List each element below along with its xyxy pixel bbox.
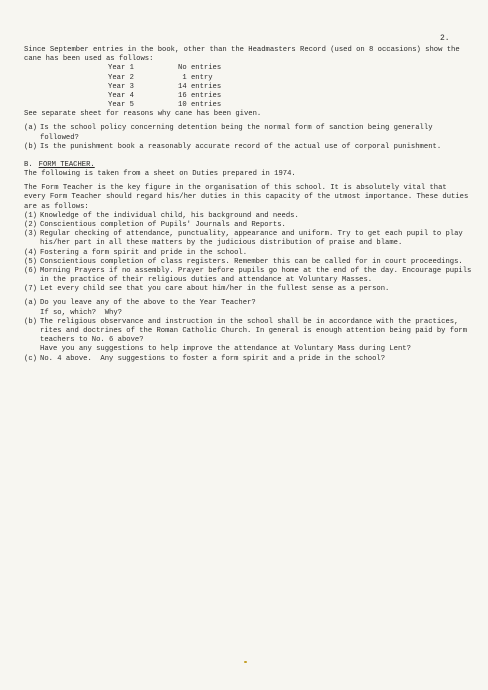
intro-paragraph: Since September entries in the book, other than the Headmasters Record (used on 8 occasions) show the cane has been used as follows: bbox=[24, 46, 464, 64]
duty-number: (4) bbox=[24, 248, 37, 257]
question-number: (a) bbox=[24, 124, 37, 133]
duty-text: Fostering a form spirit and pride in the school. bbox=[40, 248, 248, 257]
question-item bbox=[24, 318, 472, 355]
year-entries: 14 entries bbox=[178, 82, 222, 91]
question-item bbox=[24, 143, 472, 152]
section-label: B. bbox=[24, 161, 33, 170]
year-label: Year 4 bbox=[108, 92, 134, 101]
form-teacher-paragraph: The Form Teacher is the key figure in the organisation of this school. It is absolutely vital that every Form Teacher should regard his/her duties in this capacity of the utmost importance. These duties are as follows: bbox=[24, 184, 473, 211]
question-item bbox=[24, 355, 472, 364]
duty-item bbox=[24, 267, 476, 285]
section-title: FORM TEACHER. bbox=[38, 161, 95, 170]
duty-number: (3) bbox=[24, 230, 37, 239]
question-number: (c) bbox=[24, 354, 37, 363]
duty-text: Conscientious completion of class registers. Remember this can be called for in court proceedings. bbox=[40, 257, 463, 266]
duty-item bbox=[24, 221, 472, 230]
duty-text: Morning Prayers if no assembly. Prayer before pupils go home at the end of the day. Encourage pupils in the practice of their religious duties and attendance at Voluntary Masses. bbox=[40, 267, 476, 285]
paper-mark bbox=[244, 661, 247, 663]
cane-usage-table bbox=[108, 64, 472, 110]
question-text: Is the school policy concerning detention being the normal form of sanction being generally followed? bbox=[40, 124, 437, 142]
duty-item bbox=[24, 249, 472, 258]
year-label: Year 5 bbox=[108, 101, 134, 110]
year-entries: No entries bbox=[178, 64, 222, 73]
question-item bbox=[24, 299, 472, 317]
page-number: 2. bbox=[440, 34, 450, 43]
question-text: No. 4 above. Any suggestions to foster a form spirit and a pride in the school? bbox=[40, 354, 386, 363]
question-text: Is the punishment book a reasonably accurate record of the actual use of corporal punishment. bbox=[40, 142, 442, 151]
duty-item bbox=[24, 212, 472, 221]
question-number: (b) bbox=[24, 317, 37, 326]
question-number: (b) bbox=[24, 142, 37, 151]
source-note: The following is taken from a sheet on Duties prepared in 1974. bbox=[24, 170, 296, 179]
duty-number: (6) bbox=[24, 267, 37, 276]
question-text: The religious observance and instruction in the school shall be in accordance with the practices, rites and doctrines of the Roman Catholic Church. In general is enough attention being paid by form teachers to No. 6 above? Have you any suggestions to help improve the attendance at Voluntary Mass during Lent? bbox=[40, 317, 468, 354]
duty-item bbox=[24, 230, 472, 248]
question-item bbox=[24, 124, 472, 142]
year-label: Year 1 bbox=[108, 64, 134, 73]
question-number: (a) bbox=[24, 299, 37, 308]
duty-number: (1) bbox=[24, 211, 37, 220]
duty-number: (7) bbox=[24, 285, 37, 294]
document-body bbox=[24, 46, 476, 364]
year-entries: 1 entry bbox=[178, 73, 213, 82]
duty-number: (5) bbox=[24, 257, 37, 266]
duty-number: (2) bbox=[24, 221, 37, 230]
duty-text: Regular checking of attendance, punctuality, appearance and uniform. Try to get each pupil to play his/her part in all these matters by the judicious distribution of praise and blame. bbox=[40, 230, 468, 248]
year-label: Year 3 bbox=[108, 82, 134, 91]
duty-text: Knowledge of the individual child, his background and needs. bbox=[40, 211, 299, 220]
section-heading bbox=[24, 161, 472, 170]
duty-item bbox=[24, 258, 472, 267]
see-sheet-note: See separate sheet for reasons why cane has been given. bbox=[24, 110, 262, 119]
duty-item bbox=[24, 285, 472, 294]
year-entries: 16 entries bbox=[178, 92, 222, 101]
duty-text: Conscientious completion of Pupils' Journals and Reports. bbox=[40, 221, 286, 230]
year-label: Year 2 bbox=[108, 73, 134, 82]
duty-text: Let every child see that you care about him/her in the fullest sense as a person. bbox=[40, 285, 390, 294]
year-entries: 10 entries bbox=[178, 101, 222, 110]
question-text: Do you leave any of the above to the Year Teacher? If so, which? Why? bbox=[40, 299, 256, 317]
